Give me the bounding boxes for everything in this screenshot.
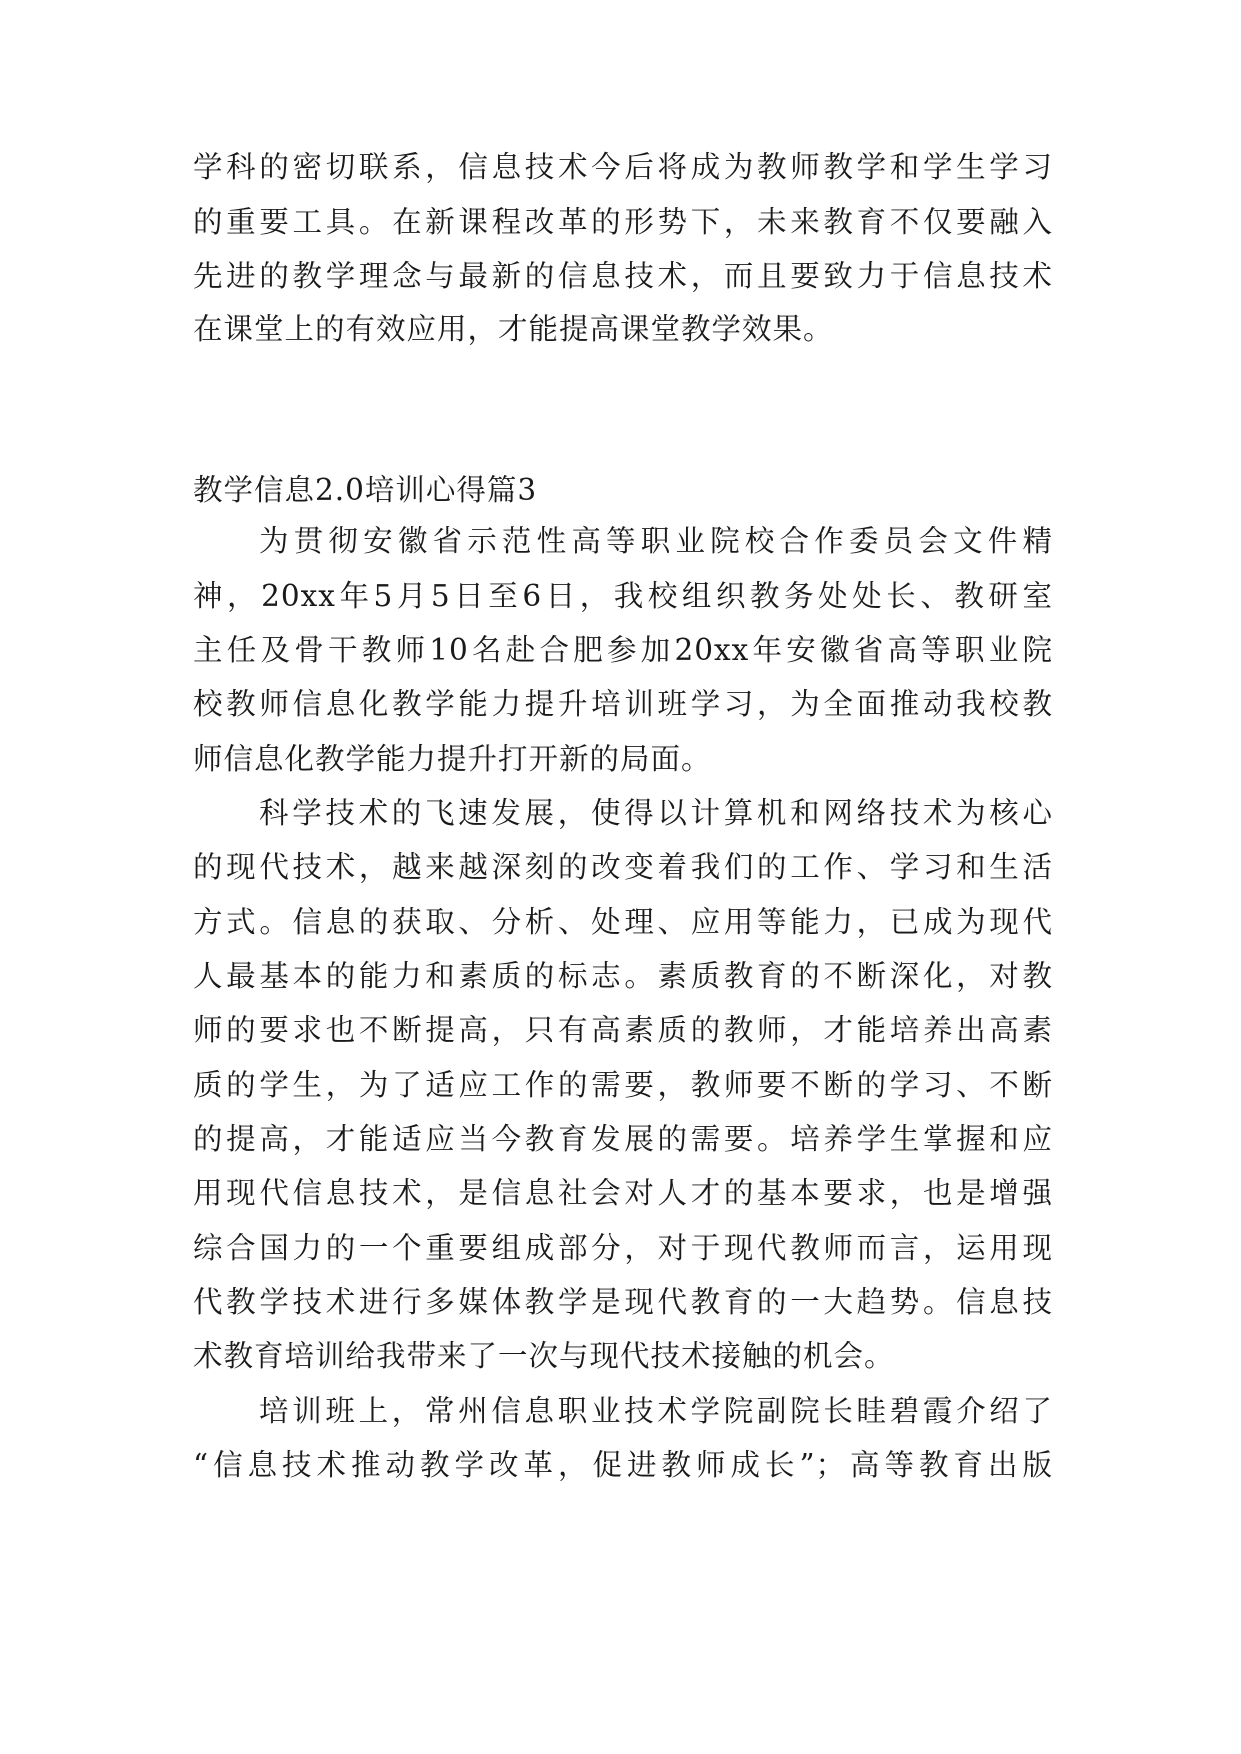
text-line: 在课堂上的有效应用，才能提高课堂教学效果。 xyxy=(193,312,834,346)
section-heading: 教学信息2.0培训心得篇3 xyxy=(193,473,538,507)
text-line: 先进的教学理念与最新的信息技术，而且要致力于信息技术 xyxy=(193,259,1053,293)
text-line: “信息技术推动教学改革，促进教师成长”；高等教育出版 xyxy=(193,1448,1053,1482)
text-line: 质的学生，为了适应工作的需要，教师要不断的学习、不断 xyxy=(193,1068,1053,1102)
text-line: 培训班上，常州信息职业技术学院副院长眭碧霞介绍了 xyxy=(259,1394,1053,1428)
text-line: 主任及骨干教师10名赴合肥参加20xx年安徽省高等职业院 xyxy=(193,633,1053,667)
text-line: 方式。信息的获取、分析、处理、应用等能力，已成为现代 xyxy=(193,905,1053,939)
text-line: 的现代技术，越来越深刻的改变着我们的工作、学习和生活 xyxy=(193,850,1053,884)
text-line: 代教学技术进行多媒体教学是现代教育的一大趋势。信息技 xyxy=(193,1285,1053,1319)
text-line: 的重要工具。在新课程改革的形势下，未来教育不仅要融入 xyxy=(193,205,1053,239)
text-line: 神，20xx年5月5日至6日，我校组织教务处处长、教研室 xyxy=(193,579,1053,613)
text-line: 师信息化教学能力提升打开新的局面。 xyxy=(193,742,712,776)
text-line: 为贯彻安徽省示范性高等职业院校合作委员会文件精 xyxy=(259,524,1053,558)
text-line: 的提高，才能适应当今教育发展的需要。培养学生掌握和应 xyxy=(193,1122,1053,1156)
text-line: 综合国力的一个重要组成部分，对于现代教师而言，运用现 xyxy=(193,1231,1053,1265)
text-line: 师的要求也不断提高，只有高素质的教师，才能培养出高素 xyxy=(193,1013,1053,1047)
text-line: 学科的密切联系，信息技术今后将成为教师教学和学生学习 xyxy=(193,150,1053,184)
text-line: 校教师信息化教学能力提升培训班学习，为全面推动我校教 xyxy=(193,687,1053,721)
text-line: 用现代信息技术，是信息社会对人才的基本要求，也是增强 xyxy=(193,1176,1053,1210)
text-line: 人最基本的能力和素质的标志。素质教育的不断深化，对教 xyxy=(193,959,1053,993)
text-line: 术教育培训给我带来了一次与现代技术接触的机会。 xyxy=(193,1339,895,1373)
text-line: 科学技术的飞速发展，使得以计算机和网络技术为核心 xyxy=(259,796,1053,830)
